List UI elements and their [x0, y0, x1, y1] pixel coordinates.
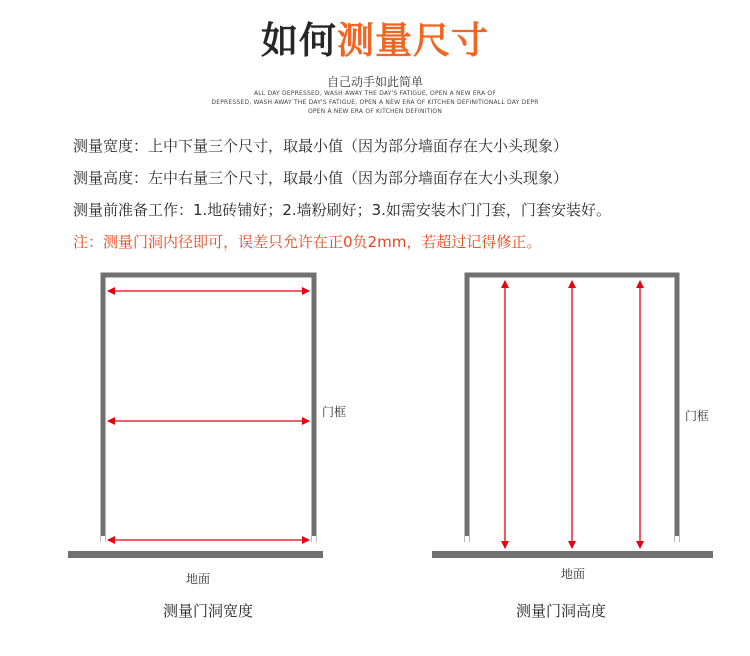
tagline-line-1: ALL DAY DEPRESSED, WASH AWAY THE DAY'S FATIGUE, OPEN A NEW ERA OF — [253, 90, 497, 97]
title-highlight: 测量尺寸 — [337, 19, 489, 62]
tagline-line-2: DEPRESSED, WASH AWAY THE DAY'S FATIGUE, OPEN A NEW ERA OF KITCHEN DEFINITIONALL DAY DEPR — [211, 99, 539, 106]
height-diagram — [432, 275, 713, 558]
width-instruction: 测量宽度：上中下量三个尺寸，取最小值（因为部分墙面存在大小头现象） — [73, 137, 569, 155]
preparation-instruction: 测量前准备工作：1.地砖铺好；2.墙粉刷好；3.如需安装木门门套，门套安装好。 — [73, 201, 611, 219]
height-frame-label: 门框 — [685, 409, 710, 423]
ground-line — [68, 551, 323, 558]
height-caption: 测量门洞高度 — [516, 602, 607, 620]
width-ground-label: 地面 — [186, 572, 211, 586]
title-plain: 如何 — [261, 19, 337, 62]
width-caption: 测量门洞宽度 — [163, 602, 254, 620]
height-instruction: 测量高度：左中右量三个尺寸，取最小值（因为部分墙面存在大小头现象） — [73, 169, 569, 187]
width-frame-label: 门框 — [322, 405, 347, 419]
height-ground-label: 地面 — [561, 567, 586, 581]
subtitle: 自己动手如此简单 — [326, 75, 423, 89]
ground-line — [432, 551, 713, 558]
door-frame — [103, 275, 314, 542]
tagline-line-3: OPEN A NEW ERA OF KITCHEN DEFINITION — [307, 108, 443, 115]
tolerance-note: 注：测量门洞内径即可，误差只允许在正0负2mm，若超过记得修正。 — [73, 233, 542, 251]
width-diagram — [68, 275, 323, 558]
